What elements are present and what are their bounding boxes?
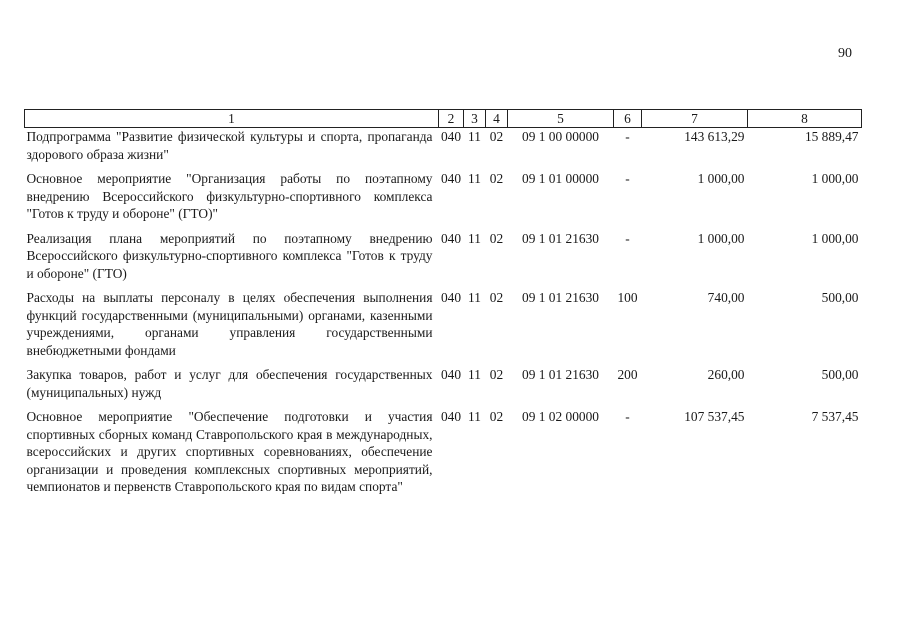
header-col-4: 4: [486, 110, 508, 128]
header-col-7: 7: [642, 110, 748, 128]
table-row: [25, 366, 862, 408]
row-subsection-code: 02: [489, 171, 504, 186]
table-row: [25, 170, 862, 230]
row-ministry-code: 040: [440, 367, 462, 382]
row-section-code: 11: [468, 230, 481, 246]
row-expense-type: 200: [617, 367, 638, 382]
table-row: [25, 289, 862, 366]
row-name: Подпрограмма "Развитие физической культуры и спорта, пропаганда здорового образа жизни": [26, 129, 433, 162]
row-section-code: 11: [468, 290, 481, 305]
header-col-6: 6: [614, 110, 642, 128]
row-target-article: 09 1 01 21630: [522, 230, 599, 246]
row-target-article: 09 1 02 00000: [522, 409, 599, 424]
row-section-code: 11: [468, 409, 481, 424]
row-target-article: 09 1 01 21630: [522, 290, 599, 305]
row-name: Основное мероприятие "Обеспечение подготовки и участия спортивных сборных команд Ставропольского края в международных, всероссийских и других спортивных соревнованиях, обеспечение организации и проведения комплексных спортивных мероприятий, чемпионатов и первенств Ставропольского края по видам спорта": [26, 409, 433, 494]
header-row: [25, 110, 862, 128]
row-subsection-code: 02: [489, 367, 504, 382]
header-col-3: 3: [464, 110, 486, 128]
header-col-8: 8: [748, 110, 862, 128]
row-expense-type: 100: [617, 290, 638, 305]
row-amount-col7: 1 000,00: [697, 171, 745, 186]
row-amount-col8: 7 537,45: [811, 409, 859, 424]
row-ministry-code: 040: [440, 290, 462, 305]
table-body: [25, 128, 862, 496]
row-amount-col8: 1 000,00: [811, 171, 859, 186]
header-col-1: 1: [25, 110, 439, 128]
row-ministry-code: 040: [440, 230, 462, 246]
header-col-5: 5: [508, 110, 614, 128]
row-amount-col7: 143 613,29: [684, 129, 745, 144]
row-amount-col7: 740,00: [707, 290, 745, 305]
row-expense-type: -: [625, 230, 630, 246]
row-subsection-code: 02: [489, 409, 504, 424]
row-amount-col8: 1 000,00: [811, 230, 859, 246]
row-amount-col8: 500,00: [821, 367, 859, 382]
budget-table-grid: [24, 109, 862, 496]
row-target-article: 09 1 01 00000: [522, 171, 599, 186]
row-name: Закупка товаров, работ и услуг для обеспечения государственных (муниципальных) нужд: [26, 367, 433, 400]
row-ministry-code: 040: [440, 409, 462, 424]
budget-table: [24, 109, 862, 496]
table-row: [25, 230, 862, 290]
header-col-2: 2: [439, 110, 464, 128]
table-row: [25, 128, 862, 171]
table-row: [25, 408, 862, 496]
row-amount-col7: 260,00: [707, 367, 745, 382]
row-section-code: 11: [468, 171, 481, 186]
row-section-code: 11: [468, 367, 481, 382]
row-subsection-code: 02: [489, 290, 504, 305]
row-amount-col7: 1 000,00: [697, 230, 745, 246]
table-header: [25, 110, 862, 128]
page-number: 90: [838, 46, 852, 61]
row-target-article: 09 1 01 21630: [522, 367, 599, 382]
row-name: Реализация плана мероприятий по поэтапному внедрению Всероссийского физкультурно-спортивного комплекса "Готов к труду и обороне" (ГТО): [26, 230, 433, 281]
row-amount-col7: 107 537,45: [684, 409, 745, 424]
row-amount-col8: 15 889,47: [804, 129, 859, 144]
row-ministry-code: 040: [440, 129, 462, 144]
row-expense-type: -: [625, 409, 630, 424]
row-expense-type: -: [625, 171, 630, 186]
row-subsection-code: 02: [489, 129, 504, 144]
row-name: Основное мероприятие "Организация работы по поэтапному внедрению Всероссийского физкультурно-спортивного комплекса "Готов к труду и обороне" (ГТО)": [26, 171, 433, 221]
row-ministry-code: 040: [440, 171, 462, 186]
row-section-code: 11: [468, 129, 481, 144]
row-target-article: 09 1 00 00000: [522, 129, 599, 144]
row-expense-type: -: [625, 129, 630, 144]
row-subsection-code: 02: [489, 230, 504, 246]
row-amount-col8: 500,00: [821, 290, 859, 305]
row-name: Расходы на выплаты персоналу в целях обеспечения выполнения функций государственными (муниципальными) органами, казенными учреждениями, органами управления государственными внебюджетными фондами: [26, 290, 433, 358]
